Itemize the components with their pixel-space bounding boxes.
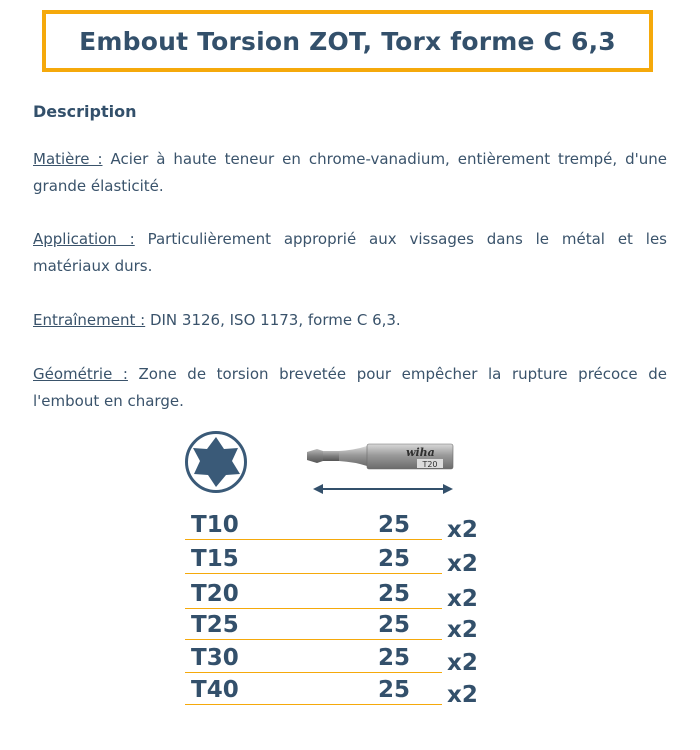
size-cell: T20 <box>191 581 239 607</box>
table-row <box>185 677 485 709</box>
size-cell: T30 <box>191 645 239 671</box>
bit-brand-text: wiha <box>406 446 435 459</box>
table-row <box>185 546 485 578</box>
size-cell: T10 <box>191 512 239 538</box>
row-divider <box>185 608 442 609</box>
paragraph-text: DIN 3126, ISO 1173, forme C 6,3. <box>145 311 401 329</box>
size-cell: T25 <box>191 612 239 638</box>
table-row <box>185 581 485 613</box>
quantity-cell: x2 <box>447 682 478 708</box>
quantity-cell: x2 <box>447 586 478 612</box>
bit-marking-text: T20 <box>422 460 438 469</box>
paragraph-entrainement <box>33 307 667 334</box>
table-row <box>185 645 485 677</box>
length-cell: 25 <box>378 677 411 703</box>
size-cell: T40 <box>191 677 239 703</box>
table-row <box>185 512 485 544</box>
row-divider <box>185 573 442 574</box>
torx-star-icon <box>184 430 248 494</box>
paragraph-geometrie <box>33 361 667 415</box>
paragraph-matiere <box>33 146 667 200</box>
description-heading: Description <box>33 102 137 121</box>
paragraph-text: Zone de torsion brevetée pour empêcher la rupture précoce de l'embout en charge. <box>33 365 667 410</box>
quantity-cell: x2 <box>447 551 478 577</box>
page-title: Embout Torsion ZOT, Torx forme C 6,3 <box>79 26 616 56</box>
row-divider <box>185 672 442 673</box>
length-cell: 25 <box>378 612 411 638</box>
length-cell: 25 <box>378 512 411 538</box>
length-cell: 25 <box>378 645 411 671</box>
title-box <box>42 10 653 72</box>
length-cell: 25 <box>378 546 411 572</box>
paragraph-label: Matière : <box>33 150 103 168</box>
paragraph-application <box>33 226 667 280</box>
row-divider <box>185 639 442 640</box>
row-divider <box>185 704 442 705</box>
quantity-cell: x2 <box>447 517 478 543</box>
paragraph-label: Géométrie : <box>33 365 128 383</box>
bit-illustration <box>305 440 455 498</box>
table-row <box>185 612 485 644</box>
length-cell: 25 <box>378 581 411 607</box>
paragraph-label: Entraînement : <box>33 311 146 329</box>
paragraph-label: Application : <box>33 230 135 248</box>
paragraph-text: Acier à haute teneur en chrome-vanadium, entièrement trempé, d'une grande élasticité. <box>33 150 667 195</box>
row-divider <box>185 539 442 540</box>
size-cell: T15 <box>191 546 239 572</box>
quantity-cell: x2 <box>447 617 478 643</box>
quantity-cell: x2 <box>447 650 478 676</box>
paragraph-text: Particulièrement approprié aux vissages dans le métal et les matériaux durs. <box>33 230 667 275</box>
